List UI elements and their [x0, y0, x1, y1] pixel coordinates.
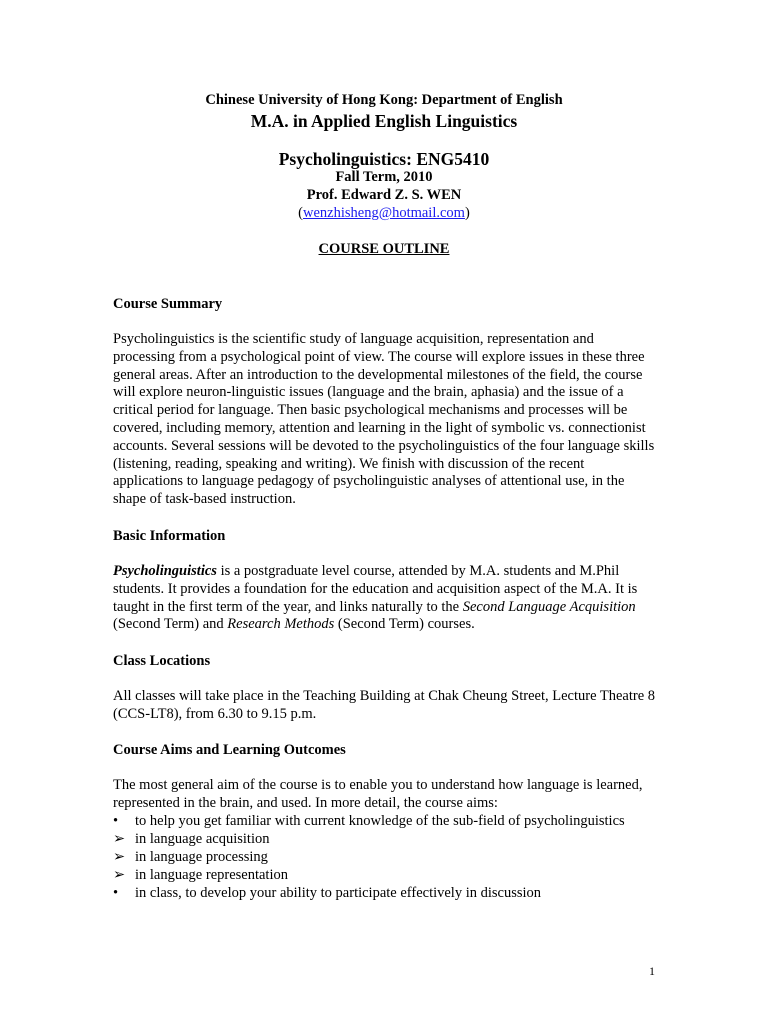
list-item [113, 885, 541, 903]
summary-paragraph: Psycholinguistics is the scientific study of language acquisition, representation and processing from a psychological point of view. The course will explore issues in these three general areas. After an introduction to the developmental milestones of the field, the course will explore neuron-linguistic issues (language and the brain, aphasia) and the issue of a critical period for language. Then basic psychological mechanisms and processes will be covered, including memory, attention and learning in the light of symbolic vs. connectionist accounts. Several sessions will be devoted to the psycholinguistics of the four language skills (listening, reading, speaking and writing). We finish with discussion of the recent applications to language pedagogy of psycholinguistic analyses of attentional use, in the shape of task-based instruction. [113, 331, 655, 508]
email-link[interactable]: wenzhisheng@hotmail.com [303, 205, 465, 221]
basic-info-paragraph [113, 563, 658, 634]
course-title: Psycholinguistics: ENG5410 [278, 149, 490, 169]
course-name-italic: Psycholinguistics [113, 563, 217, 579]
email-paren-close: ) [464, 205, 470, 221]
sla-course-ref: Second Language Acquisition [462, 598, 636, 615]
list-item-label: in language acquisition [135, 831, 270, 847]
department-heading: Chinese University of Hong Kong: Department of English [205, 92, 563, 108]
aims-heading: Course Aims and Learning Outcomes [113, 742, 346, 758]
email-paren-open: ( [298, 205, 304, 221]
list-item [113, 849, 268, 867]
basic-info-text-1: is a postgraduate level course, attended by M.A. students and M.Phil students. It provides a foundation for the education and acquisition aspect of the M.A. It is taught in the first term of the year, and links naturally to the [113, 563, 638, 615]
email-line [0, 205, 768, 222]
basic-info-text-2: (Second Term) and [113, 616, 228, 633]
aims-paragraph: The most general aim of the course is to enable you to understand how language is learned, represented in the brain, and used. In more detail, the course aims: [113, 777, 643, 811]
locations-paragraph: All classes will take place in the Teaching Building at Chak Cheung Street, Lecture Theatre 8 (CCS-LT8), from 6.30 to 9.15 p.m. [113, 688, 656, 722]
basic-info-text-3: (Second Term) courses. [334, 616, 475, 633]
bullet-icon: • [113, 885, 119, 901]
page-number: 1 [649, 964, 655, 978]
basic-info-heading: Basic Information [113, 528, 226, 544]
summary-heading: Course Summary [113, 296, 223, 312]
arrow-bullet-icon: ➢ [113, 831, 126, 847]
list-item-label: in language processing [135, 849, 268, 865]
arrow-bullet-icon: ➢ [113, 849, 126, 865]
locations-heading: Class Locations [113, 653, 211, 669]
list-item [113, 831, 270, 849]
outline-title: COURSE OUTLINE [318, 241, 450, 257]
term-label: Fall Term, 2010 [335, 169, 433, 185]
list-item-label: in class, to develop your ability to participate effectively in discussion [135, 885, 542, 901]
list-item-label: to help you get familiar with current knowledge of the sub-field of psycholinguistics [135, 813, 625, 829]
list-item [113, 813, 625, 831]
list-item-label: in language representation [135, 867, 288, 883]
research-methods-ref: Research Methods [227, 616, 335, 633]
bullet-icon: • [113, 813, 119, 829]
arrow-bullet-icon: ➢ [113, 867, 126, 883]
list-item [113, 867, 288, 885]
program-title: M.A. in Applied English Linguistics [250, 111, 518, 131]
professor-name: Prof. Edward Z. S. WEN [306, 187, 462, 203]
